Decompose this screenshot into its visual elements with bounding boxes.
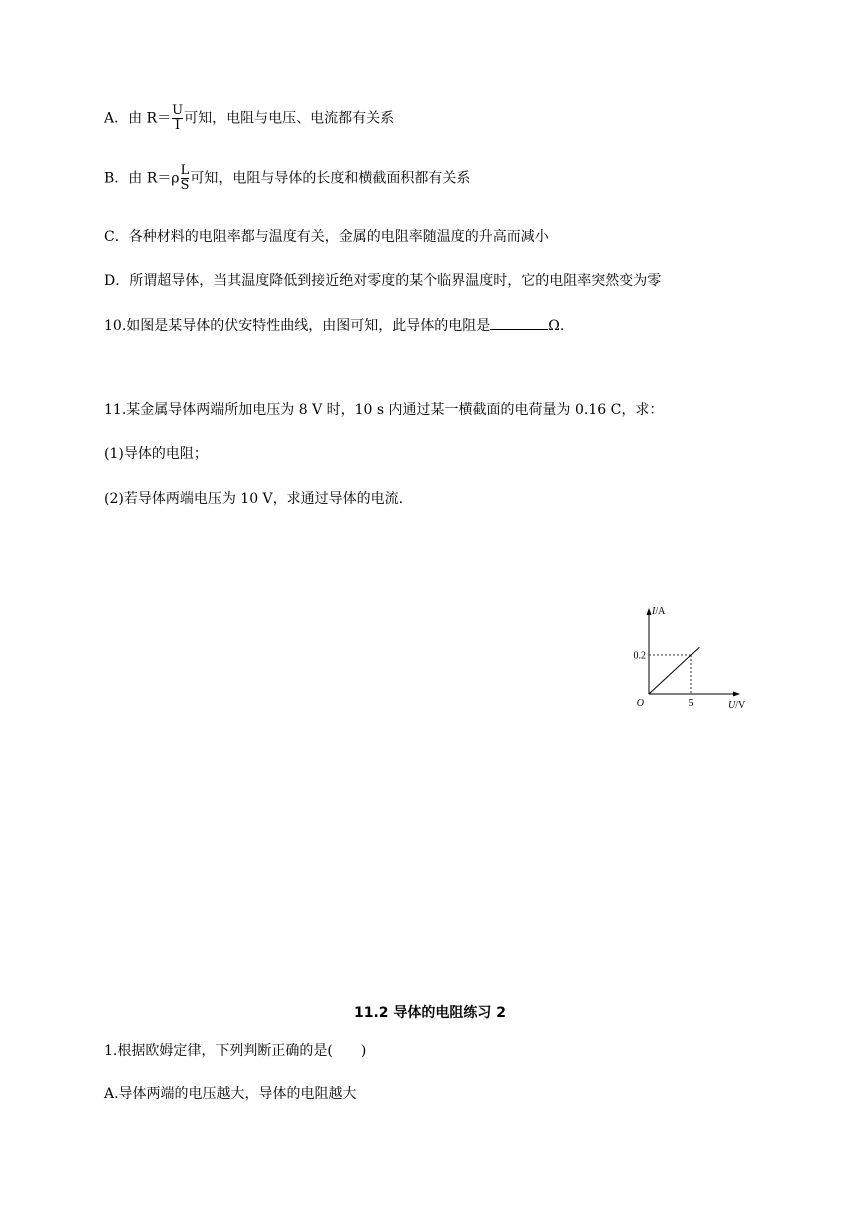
iv-series-line: [649, 647, 699, 694]
y-axis-arrow: [647, 608, 652, 615]
answer-blank: [490, 315, 548, 330]
x-axis-label: U/V: [728, 700, 746, 711]
question-10-text: 10.如图是某导体的伏安特性曲线，由图可知，此导体的电阻是: [104, 318, 491, 334]
x-axis-arrow: [733, 692, 740, 697]
section-title: 11.2 导体的电阻练习 2: [353, 1005, 507, 1021]
section2-question-1-option-a: A.导体两端的电压越大，导体的电阻越大: [104, 1086, 357, 1102]
question-10: [104, 315, 564, 336]
question-10-unit: Ω.: [548, 318, 565, 334]
section2-question-1: 1.根据欧姆定律，下列判断正确的是( ): [104, 1043, 367, 1059]
fraction-denominator: I: [175, 118, 181, 133]
option-c: C．各种材料的电阻率都与温度有关，金属的电阻率随温度的升高而减小: [104, 229, 549, 245]
iv-characteristic-graph: [628, 602, 758, 712]
fraction-denominator: S: [180, 178, 190, 193]
y-axis-label: I/A: [652, 606, 666, 617]
fraction-u-over-i: [172, 104, 183, 133]
question-11-part2: (2)若导体两端电压为 10 V，求通过导体的电流.: [104, 491, 404, 507]
option-d: D．所谓超导体，当其温度降低到接近绝对零度的某个临界温度时，它的电阻率突然变为零: [104, 273, 662, 289]
x-tick-label: 5: [688, 698, 694, 709]
fraction-l-over-s: [181, 164, 190, 193]
option-a: [104, 104, 394, 133]
option-b: [104, 164, 470, 193]
option-b-prefix: B．由 R＝ρ: [104, 170, 180, 187]
y-tick-label: 0.2: [633, 650, 646, 662]
option-a-prefix: A．由 R＝: [104, 110, 172, 127]
question-11-part1: (1)导体的电阻；: [104, 446, 208, 462]
fraction-numerator: L: [180, 163, 190, 178]
question-11-stem: 11.某金属导体两端所加电压为 8 V 时，10 s 内通过某一横截面的电荷量为 0.16 C，求：: [104, 402, 664, 418]
fraction-numerator: U: [172, 103, 184, 118]
origin-label: O: [636, 698, 644, 709]
option-a-suffix: 可知，电阻与电压、电流都有关系: [184, 110, 395, 127]
option-b-suffix: 可知，电阻与导体的长度和横截面积都有关系: [190, 170, 471, 187]
